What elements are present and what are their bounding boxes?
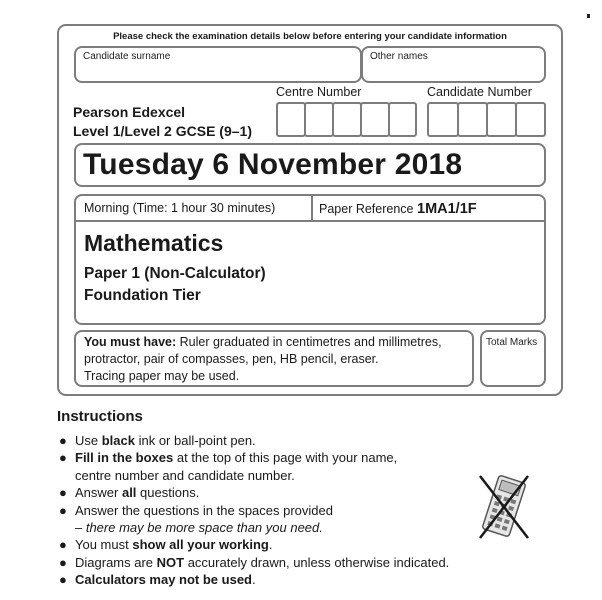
- centre-number-label: Centre Number: [276, 85, 362, 99]
- exam-board: Pearson Edexcel: [73, 104, 186, 120]
- instruction-item: ● Answer all questions.: [59, 485, 200, 501]
- centre-digit-box[interactable]: [360, 102, 390, 137]
- instruction-item: ● You must show all your working.: [59, 537, 273, 553]
- crossed-out-calculator-icon: [476, 470, 532, 542]
- equipment-line2: protractor, pair of compasses, pen, HB pencil, eraser.: [84, 352, 379, 366]
- other-names-label: Other names: [370, 51, 428, 62]
- centre-digit-box[interactable]: [276, 102, 306, 137]
- instructions-title: Instructions: [57, 408, 143, 425]
- instruction-item: ● Answer the questions in the spaces provided – there may be more space than you need.: [59, 502, 333, 536]
- paper-reference-code: 1MA1/1F: [417, 201, 477, 217]
- candidate-surname-field[interactable]: [74, 46, 362, 83]
- equipment-line1: [84, 334, 442, 351]
- equipment-box: [74, 330, 474, 387]
- equipment-line3: Tracing paper may be used.: [84, 369, 240, 383]
- candidate-digit-box[interactable]: [486, 102, 517, 137]
- candidate-number-boxes[interactable]: [427, 102, 546, 137]
- instruction-item: ● Calculators may not be used.: [59, 572, 256, 588]
- candidate-digit-box[interactable]: [427, 102, 459, 137]
- qualification-level: Level 1/Level 2 GCSE (9–1): [73, 123, 252, 139]
- must-have-label: You must have:: [84, 335, 177, 349]
- instruction-item: ● Diagrams are NOT accurately drawn, unless otherwise indicated.: [59, 554, 450, 570]
- paper-title: Paper 1 (Non-Calculator): [84, 265, 266, 282]
- candidate-surname-label: Candidate surname: [83, 51, 171, 62]
- paper-reference-label: Paper Reference: [319, 202, 414, 216]
- other-names-field[interactable]: [361, 46, 546, 83]
- margin-mark: [587, 14, 590, 18]
- total-marks-label: Total Marks: [486, 337, 538, 348]
- tier-title: Foundation Tier: [84, 287, 201, 304]
- instruction-item: ● Fill in the boxes at the top of this page with your name, centre number and candidate number.: [59, 450, 398, 483]
- candidate-digit-box[interactable]: [457, 102, 488, 137]
- total-marks-box[interactable]: [480, 330, 546, 387]
- paper-details-box: [74, 194, 546, 325]
- instructions-list: [57, 432, 477, 589]
- candidate-digit-box[interactable]: [515, 102, 546, 137]
- centre-number-boxes[interactable]: [276, 102, 417, 137]
- centre-digit-box[interactable]: [388, 102, 417, 137]
- exam-date-box: [74, 143, 546, 187]
- instruction-item: ● Use black ink or ball-point pen.: [59, 433, 256, 448]
- check-details-notice: Please check the examination details below before entering your candidate information: [113, 31, 507, 42]
- exam-session: Morning (Time: 1 hour 30 minutes): [84, 201, 276, 215]
- session-divider: [311, 194, 313, 222]
- exam-date: Tuesday 6 November 2018: [83, 148, 463, 181]
- centre-digit-box[interactable]: [304, 102, 334, 137]
- subject-title: Mathematics: [84, 230, 224, 256]
- candidate-number-label: Candidate Number: [427, 85, 532, 99]
- paper-reference: [319, 201, 477, 217]
- centre-digit-box[interactable]: [332, 102, 362, 137]
- must-have-text: Ruler graduated in centimetres and millimetres,: [179, 335, 442, 349]
